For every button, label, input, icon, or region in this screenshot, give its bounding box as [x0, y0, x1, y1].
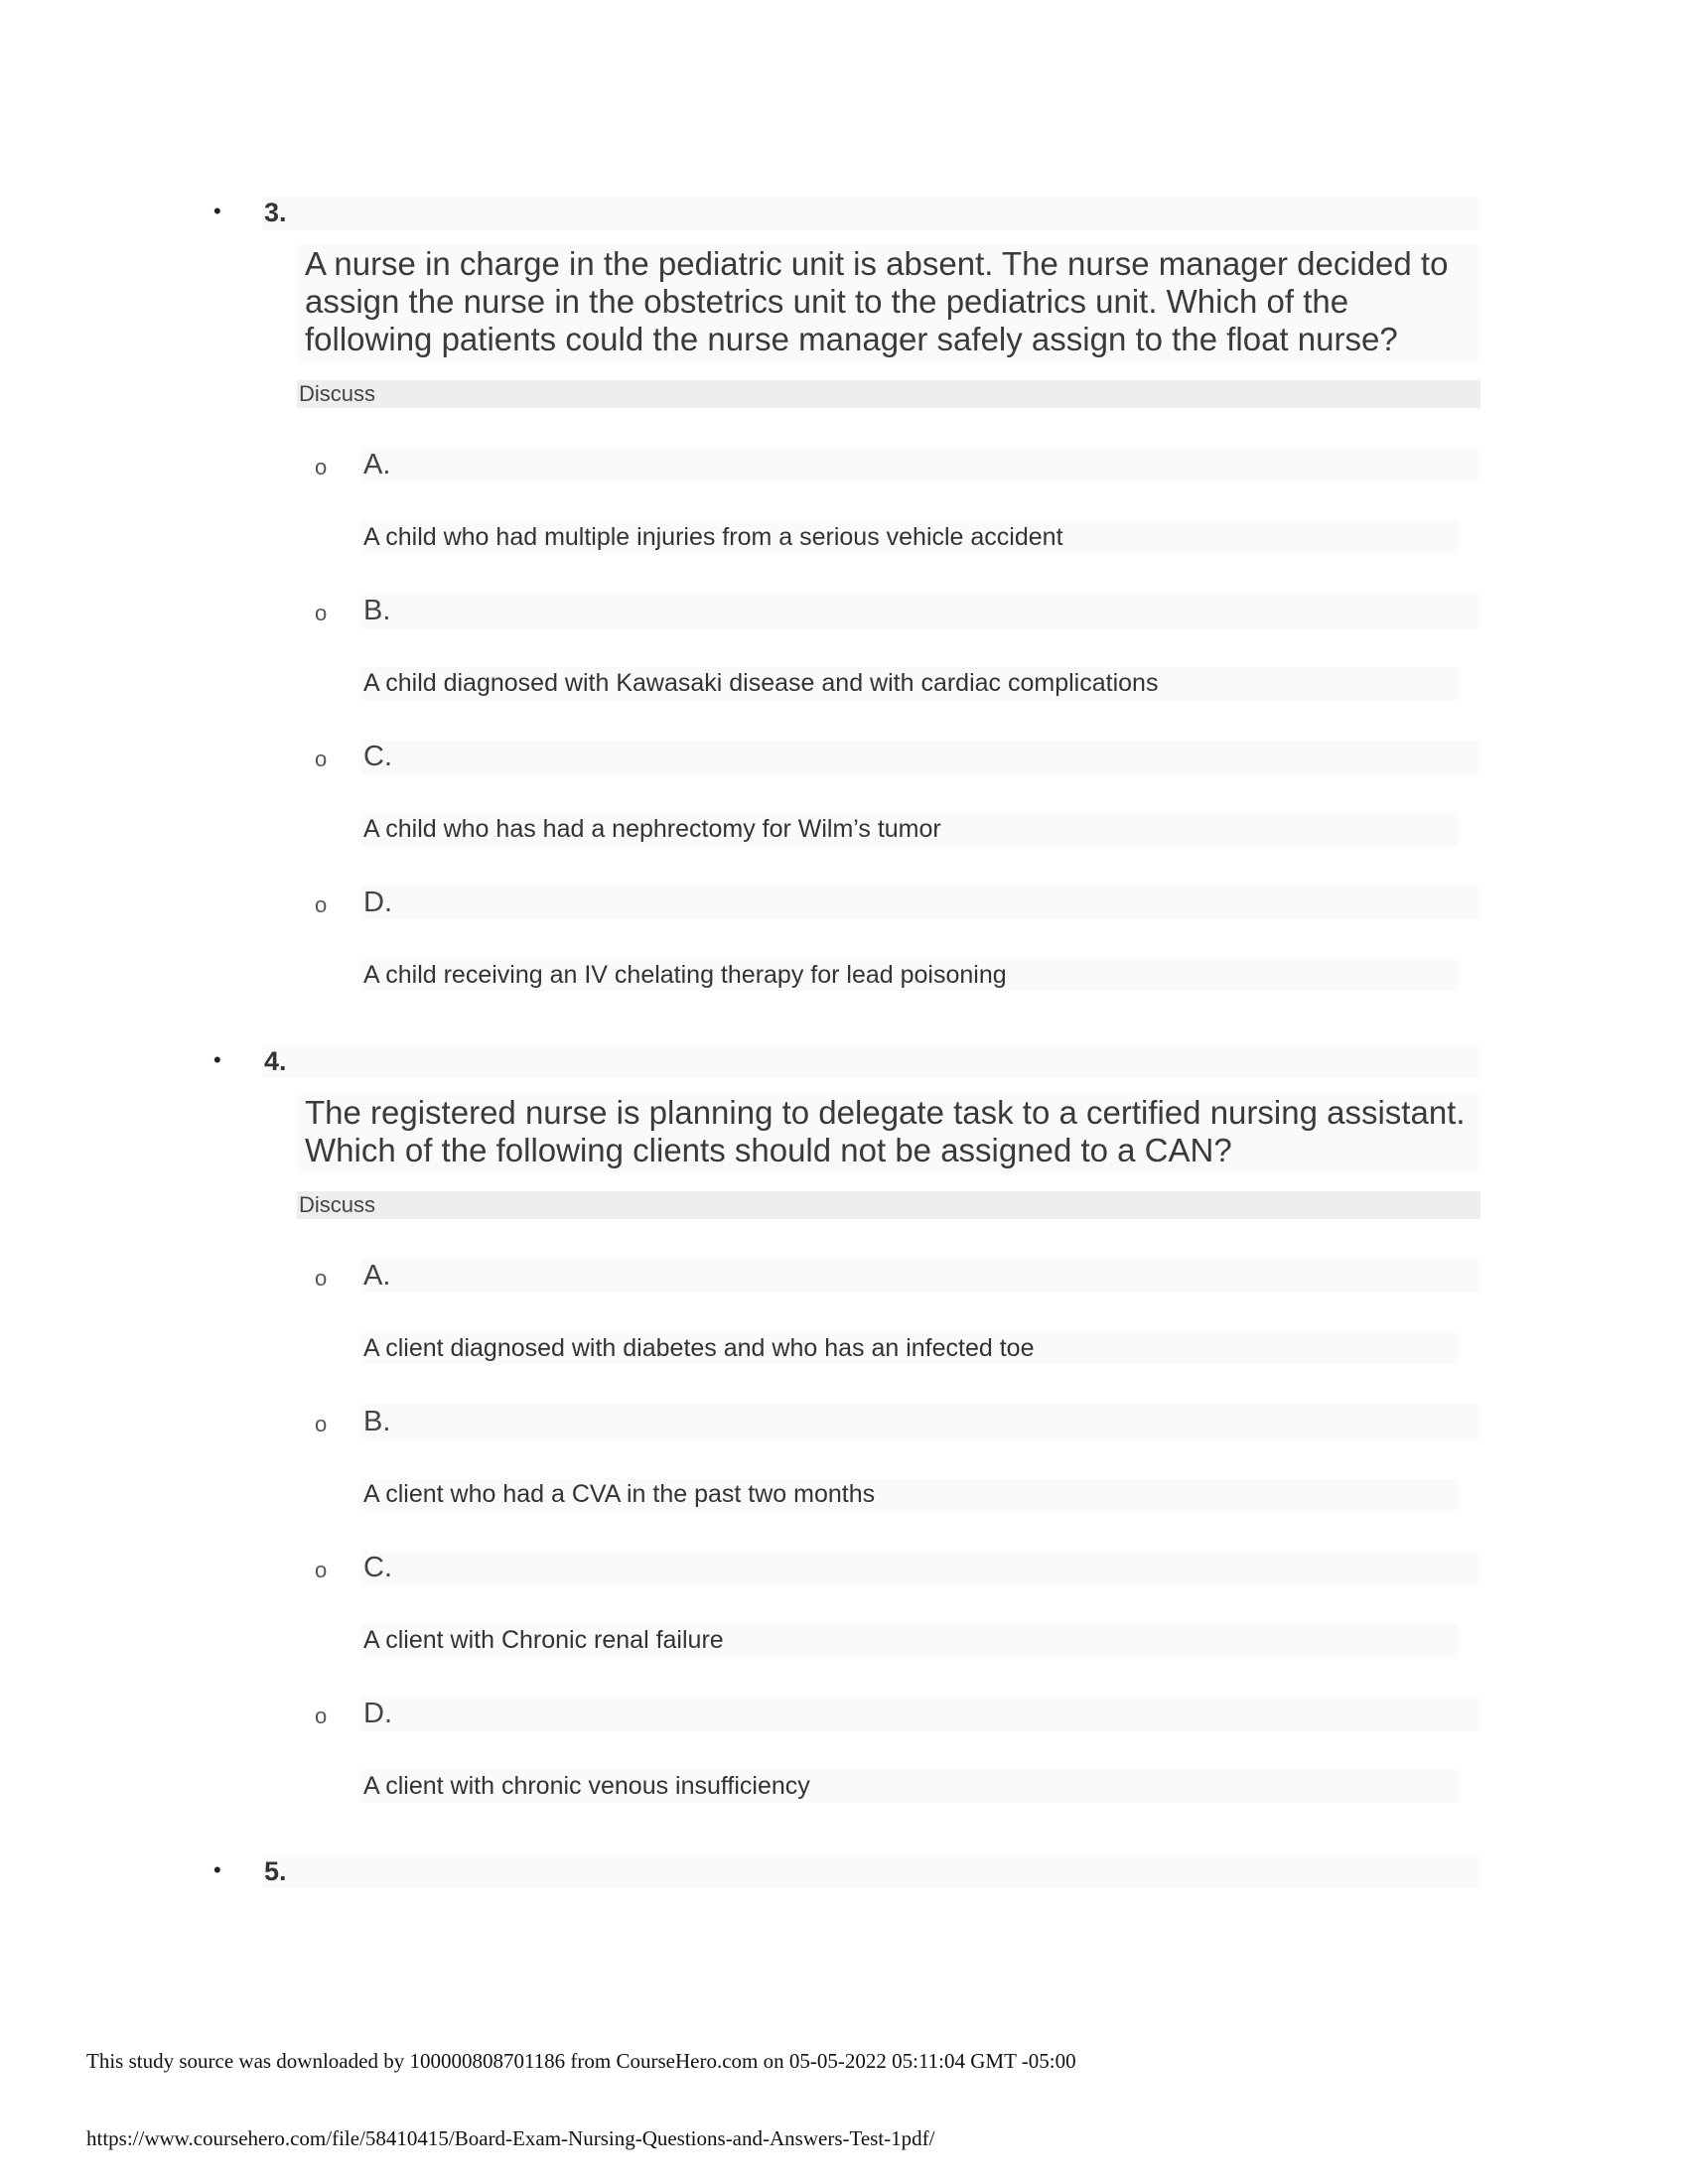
radio-circle-icon[interactable]: o [315, 601, 328, 625]
option-letter: D. [363, 887, 392, 918]
option-text[interactable]: A child who had multiple injuries from a serious vehicle accident [363, 523, 1063, 551]
option-text[interactable]: A child diagnosed with Kawasaki disease and with cardiac complications [363, 669, 1159, 697]
option-d-row[interactable] [361, 886, 1478, 920]
bullet-icon: • [213, 199, 221, 223]
bullet-icon: • [213, 1047, 221, 1072]
option-letter: A. [363, 1260, 391, 1292]
question-number: 4. [264, 1046, 287, 1076]
option-c-row[interactable] [361, 1551, 1478, 1585]
radio-circle-icon[interactable]: o [315, 892, 328, 917]
radio-circle-icon[interactable]: o [315, 1412, 328, 1436]
radio-circle-icon[interactable]: o [315, 1704, 328, 1728]
option-letter: C. [363, 1552, 392, 1583]
question-text: The registered nurse is planning to delegate task to a certified nursing assistant. Which of the following clients should not be assigned to a CAN? [298, 1094, 1478, 1173]
option-letter: C. [363, 741, 392, 772]
option-text[interactable]: A child who has had a nephrectomy for Wilm’s tumor [363, 815, 941, 843]
download-notice: This study source was downloaded by 100000808701186 from CourseHero.com on 05-05-2022 05:11:04 GMT -05:00 [86, 2049, 1076, 2073]
bullet-icon: • [213, 1857, 221, 1882]
radio-circle-icon[interactable]: o [315, 455, 328, 479]
option-b-row[interactable] [361, 594, 1478, 628]
option-letter: D. [363, 1698, 392, 1729]
option-text[interactable]: A client diagnosed with diabetes and who has an infected toe [363, 1334, 1035, 1362]
discuss-link[interactable]: Discuss [297, 1191, 1480, 1219]
radio-circle-icon[interactable]: o [315, 747, 328, 771]
question-number-bar [262, 1856, 1478, 1889]
question-number-bar [262, 198, 1478, 230]
option-d-row[interactable] [361, 1697, 1478, 1731]
question-number: 3. [264, 198, 287, 227]
option-text[interactable]: A child receiving an IV chelating therapy for lead poisoning [363, 961, 1007, 989]
question-number-bar [262, 1046, 1478, 1079]
option-letter: B. [363, 1406, 391, 1437]
option-letter: A. [363, 449, 391, 480]
option-a-row[interactable] [361, 1259, 1478, 1294]
option-c-row[interactable] [361, 740, 1478, 774]
option-text[interactable]: A client with Chronic renal failure [363, 1626, 724, 1654]
option-a-row[interactable] [361, 448, 1478, 482]
question-text: A nurse in charge in the pediatric unit is absent. The nurse manager decided to assign the nurse in the obstetrics unit to the pediatrics unit. Which of the following patients could the nurse manager safely assign to the float nurse? [298, 245, 1478, 362]
option-text[interactable]: A client with chronic venous insufficiency [363, 1772, 810, 1800]
discuss-link[interactable]: Discuss [297, 380, 1480, 408]
source-url[interactable]: https://www.coursehero.com/file/58410415/Board-Exam-Nursing-Questions-and-Answers-Test-1pdf/ [86, 2126, 935, 2150]
option-text[interactable]: A client who had a CVA in the past two months [363, 1480, 876, 1508]
question-number: 5. [264, 1856, 287, 1886]
radio-circle-icon[interactable]: o [315, 1266, 328, 1291]
option-b-row[interactable] [361, 1405, 1478, 1439]
radio-circle-icon[interactable]: o [315, 1558, 328, 1582]
option-letter: B. [363, 595, 391, 626]
